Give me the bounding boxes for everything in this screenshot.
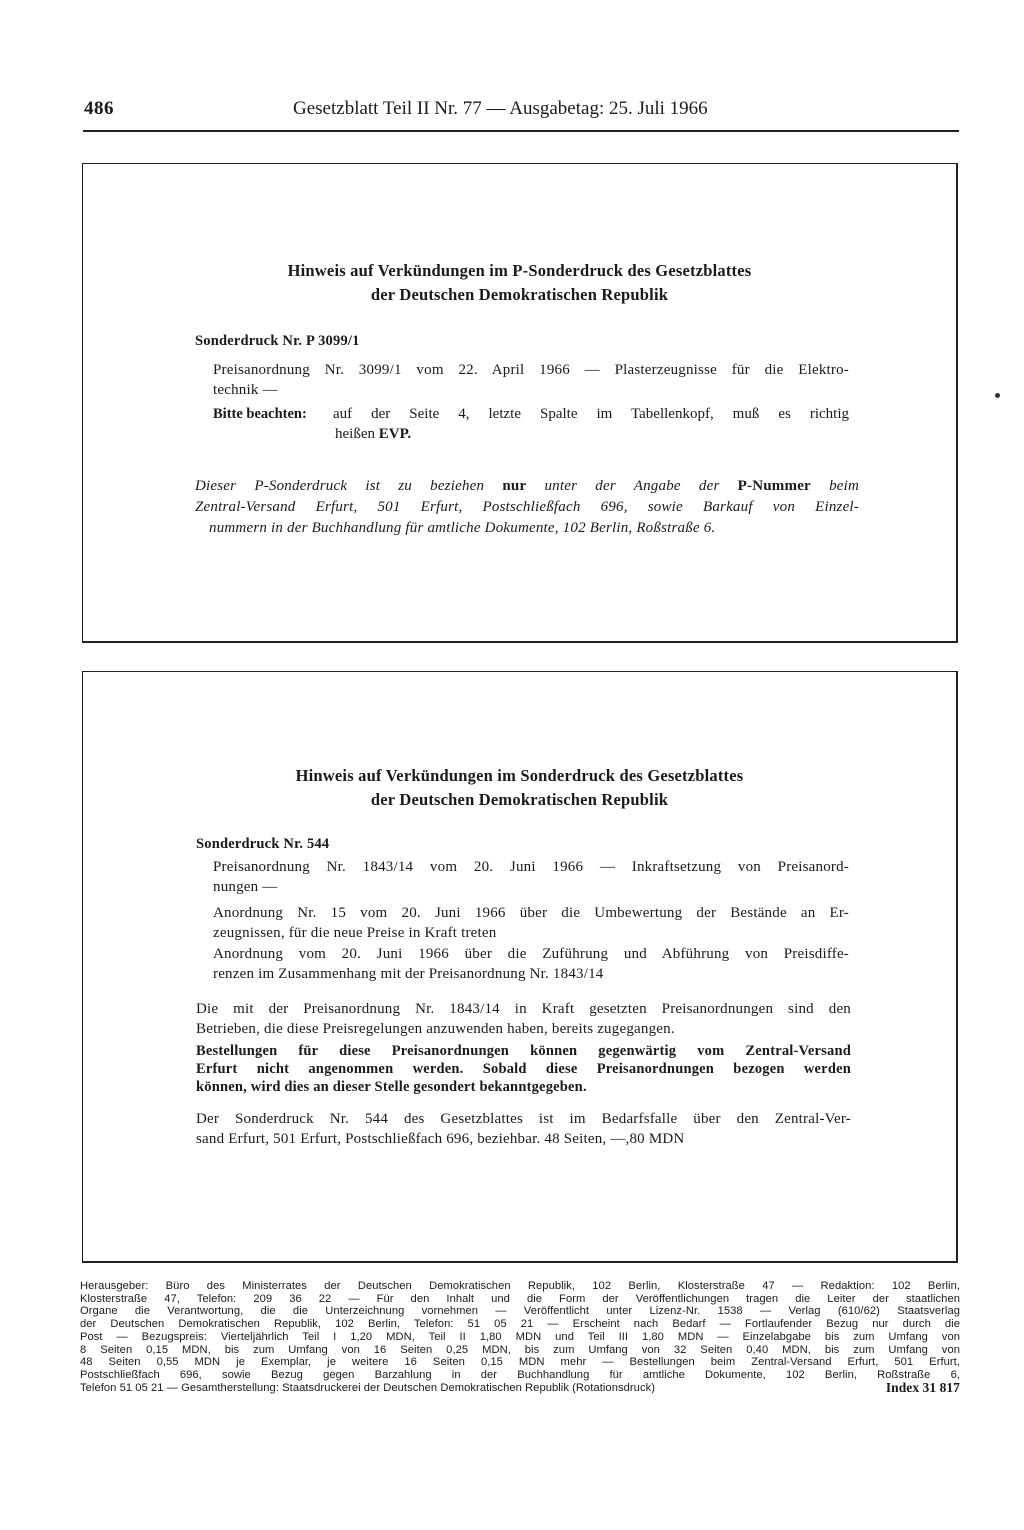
- notice-title: [83, 259, 956, 307]
- order-restriction-line: Bestellungen für diese Preisanordnungen können gegenwärtig vom Zentral-Versand: [196, 1043, 851, 1059]
- order-line: Zentral-Versand Erfurt, 501 Erfurt, Postschließfach 696, sowie Barkauf von Einzel-: [195, 499, 859, 515]
- print-speck: [995, 393, 1000, 398]
- imprint-line: Klosterstraße 47, Telefon: 209 36 22 — Für den Inhalt und die Form der Veröffentlichungen tragen die Leiter der staatlichen: [80, 1292, 960, 1305]
- notice-title: [83, 764, 956, 812]
- entry-paragraph: [213, 944, 849, 984]
- attention-evp: EVP.: [378, 426, 412, 442]
- header-rule: [83, 130, 959, 132]
- imprint-line: Organe die Verantwortung, die die Unterzeichnung vornehmen — Veröffentlicht unter Lizenz-Nr. 1538 — Verlag (610/62) Staatsverlag: [80, 1305, 960, 1318]
- index-number: Index 31 817: [885, 1379, 960, 1395]
- entry-line: Anordnung Nr. 15 vom 20. Juni 1966 über die Umbewertung der Bestände an Er-: [213, 905, 849, 921]
- sonderdruck-label: Sonderdruck Nr. P 3099/1: [195, 333, 360, 349]
- entry-paragraph: [213, 857, 849, 897]
- imprint-line: Herausgeber: Büro des Ministerrates der Deutschen Demokratischen Republik, 102 Berlin, Klosterstraße 47 — Redaktion: 102 Berlin,: [80, 1280, 960, 1292]
- attention-text-line2: [335, 424, 411, 444]
- imprint-line: 48 Seiten 0,55 MDN je Exemplar, je weitere 16 Seiten 0,15 MDN mehr — Bestellungen beim Zentral-Versand Erfurt, 501 Erfurt,: [80, 1356, 960, 1369]
- order-text: beim: [829, 478, 860, 494]
- order-restriction-paragraph: [196, 1042, 851, 1096]
- imprint-line: 8 Seiten 0,15 MDN, bis zum Umfang von 16 Seiten 0,25 MDN, bis zum Umfang von 32 Seiten 0,40 MDN, bis zum Umfang von: [80, 1343, 960, 1356]
- order-line: nummern in der Buchhandlung für amtliche Dokumente, 102 Berlin, Roßstraße 6.: [209, 520, 716, 536]
- entry-paragraph: [213, 360, 849, 400]
- notice-box-sonderdruck: [82, 671, 958, 1263]
- order-text: unter der Angabe der: [544, 478, 720, 494]
- attention-text: auf der Seite 4, letzte Spalte im Tabellenkopf, muß es richtig: [333, 406, 849, 422]
- order-bold-nur: nur: [502, 478, 527, 494]
- order-restriction-line: können, wird dies an dieser Stelle gesondert bekanntgegeben.: [196, 1079, 587, 1095]
- availability-paragraph: [196, 1109, 851, 1149]
- entry-line: technik —: [213, 382, 278, 398]
- notice-title-line: Hinweis auf Verkündungen im P-Sonderdruck des Gesetzblattes: [287, 261, 752, 280]
- info-line: Die mit der Preisanordnung Nr. 1843/14 in Kraft gesetzten Preisanordnungen sind den: [196, 1001, 851, 1017]
- imprint-footer: [80, 1280, 960, 1394]
- entry-line: Preisanordnung Nr. 3099/1 vom 22. April 1966 — Plasterzeugnisse für die Elektro-: [213, 362, 849, 378]
- order-text: Dieser P-Sonderdruck ist zu beziehen: [195, 478, 485, 494]
- sonderdruck-label: Sonderdruck Nr. 544: [196, 836, 330, 852]
- notice-title-line: der Deutschen Demokratischen Republik: [370, 285, 669, 304]
- imprint-line: der Deutschen Demokratischen Republik, 102 Berlin, Telefon: 51 05 21 — Erscheint nach Bedarf — Fortlaufender Bezug nur durch die: [80, 1318, 960, 1331]
- order-info-paragraph: [195, 476, 859, 539]
- attention-label: Bitte beachten:: [213, 406, 307, 422]
- imprint-last-line: [80, 1379, 960, 1395]
- imprint-line: Postschließfach 696, sowie Bezug gegen Barzahlung in der Buchhandlung für amtliche Dokumente, 102 Berlin, Roßstraße 6,: [80, 1368, 960, 1381]
- order-line: [195, 476, 859, 497]
- entry-line: Anordnung vom 20. Juni 1966 über die Zuführung und Abführung von Preisdiffe-: [213, 946, 849, 962]
- entry-line: zeugnissen, für die neue Preise in Kraft treten: [213, 925, 497, 941]
- notice-box-p-sonderdruck: [82, 163, 958, 643]
- notice-title-line: Hinweis auf Verkündungen im Sonderdruck des Gesetzblattes: [295, 766, 744, 785]
- info-line: Betrieben, die diese Preisregelungen anzuwenden haben, bereits zugegangen.: [196, 1021, 675, 1037]
- order-bold-p-nummer: P-Nummer: [737, 478, 811, 494]
- entry-line: renzen im Zusammenhang mit der Preisanordnung Nr. 1843/14: [213, 966, 604, 982]
- page-number: 486: [84, 98, 114, 119]
- imprint-line: Telefon 51 05 21 — Gesamtherstellung: Staatsdruckerei der Deutschen Demokratischen Republik (Rotationsdruck): [80, 1381, 656, 1394]
- availability-line: Der Sonderdruck Nr. 544 des Gesetzblattes ist im Bedarfsfalle über den Zentral-Ver-: [196, 1111, 851, 1127]
- notice-title-line: der Deutschen Demokratischen Republik: [370, 790, 669, 809]
- info-paragraph: [196, 999, 851, 1039]
- order-restriction-line: Erfurt nicht angenommen werden. Sobald diese Preisanordnungen bezogen werden: [196, 1061, 851, 1077]
- entry-line: nungen —: [213, 879, 278, 895]
- attention-text-word: heißen: [335, 426, 375, 442]
- running-title: Gesetzblatt Teil II Nr. 77 — Ausgabetag: 25. Juli 1966: [293, 98, 708, 119]
- entry-line: Preisanordnung Nr. 1843/14 vom 20. Juni 1966 — Inkraftsetzung von Preisanord-: [213, 859, 849, 875]
- imprint-line: Post — Bezugspreis: Vierteljährlich Teil I 1,20 MDN, Teil II 1,80 MDN und Teil III 1,80 MDN — Einzelabgabe bis zum Umfang von: [80, 1330, 960, 1343]
- availability-line: sand Erfurt, 501 Erfurt, Postschließfach 696, beziehbar. 48 Seiten, —,80 MDN: [196, 1131, 685, 1147]
- entry-paragraph: [213, 903, 849, 943]
